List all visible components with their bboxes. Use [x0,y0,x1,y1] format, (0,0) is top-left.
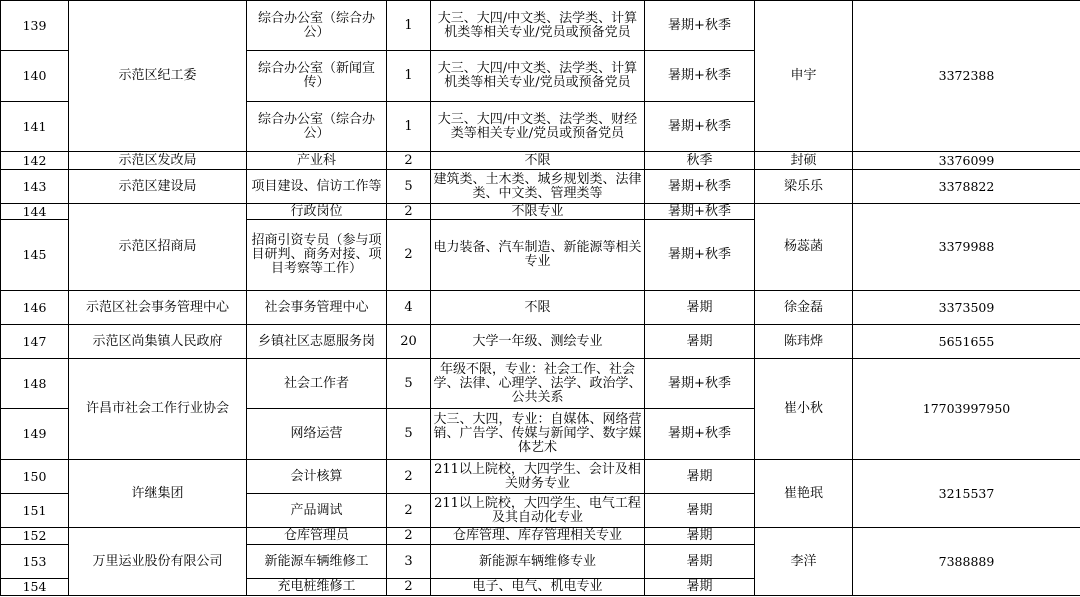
table-row [1,359,1080,409]
contact-person: 申宇 [755,1,853,152]
post-count: 2 [387,579,431,596]
row-number: 142 [1,152,69,170]
post-name: 会计核算 [247,460,387,494]
post-count: 2 [387,528,431,545]
requirements: 年级不限，专业：社会工作、社会学、法律、心理学、法学、政治学、公共关系 [431,359,645,409]
table-row [1,1,1080,51]
period: 暑期+秋季 [645,170,755,204]
row-number: 141 [1,102,69,152]
contact-phone: 7388889 [853,528,1080,596]
table-row [1,528,1080,545]
period: 暑期 [645,460,755,494]
post-name: 新能源车辆维修工 [247,545,387,579]
requirements: 大三、大四/中文类、法学类、计算机类等相关专业/党员或预备党员 [431,51,645,102]
period: 暑期 [645,494,755,528]
contact-phone: 17703997950 [853,359,1080,460]
post-name: 综合办公室（综合办公） [247,1,387,51]
row-number: 145 [1,220,69,291]
period: 暑期 [645,579,755,596]
post-name: 仓库管理员 [247,528,387,545]
contact-phone: 5651655 [853,325,1080,359]
row-number: 150 [1,460,69,494]
contact-phone: 3215537 [853,460,1080,528]
unit-name: 示范区尚集镇人民政府 [69,325,247,359]
requirements: 大三、大四，专业：自媒体、网络营销、广告学、传媒与新闻学、数字媒体艺术 [431,409,645,460]
requirements: 不限专业 [431,204,645,220]
row-number: 151 [1,494,69,528]
period: 暑期+秋季 [645,359,755,409]
requirements: 大三、大四/中文类、法学类、计算机类等相关专业/党员或预备党员 [431,1,645,51]
requirements: 电子、电气、机电专业 [431,579,645,596]
contact-phone: 3379988 [853,204,1080,291]
table-row [1,291,1080,325]
post-name: 综合办公室（新闻宣传） [247,51,387,102]
post-count: 2 [387,220,431,291]
requirements: 大学一年级、测绘专业 [431,325,645,359]
unit-name: 示范区社会事务管理中心 [69,291,247,325]
post-count: 1 [387,102,431,152]
row-number: 140 [1,51,69,102]
post-count: 2 [387,494,431,528]
period: 暑期 [645,528,755,545]
unit-name: 示范区发改局 [69,152,247,170]
row-number: 147 [1,325,69,359]
unit-name: 许昌市社会工作行业协会 [69,359,247,460]
row-number: 152 [1,528,69,545]
table-row [1,204,1080,220]
post-name: 综合办公室（综合办公） [247,102,387,152]
contact-person: 陈玮烨 [755,325,853,359]
post-count: 20 [387,325,431,359]
requirements: 电力装备、汽车制造、新能源等相关专业 [431,220,645,291]
period: 暑期 [645,545,755,579]
contact-phone: 3372388 [853,1,1080,152]
post-count: 2 [387,152,431,170]
post-count: 2 [387,204,431,220]
row-number: 144 [1,204,69,220]
post-name: 招商引资专员（参与项目研判、商务对接、项目考察等工作） [247,220,387,291]
contact-phone: 3373509 [853,291,1080,325]
contact-person: 崔艳珉 [755,460,853,528]
post-count: 5 [387,409,431,460]
period: 暑期+秋季 [645,204,755,220]
unit-name: 示范区纪工委 [69,1,247,152]
period: 暑期+秋季 [645,51,755,102]
row-number: 146 [1,291,69,325]
unit-name: 示范区建设局 [69,170,247,204]
post-name: 项目建设、信访工作等 [247,170,387,204]
requirements: 不限 [431,291,645,325]
contact-person: 杨蕊菡 [755,204,853,291]
post-name: 乡镇社区志愿服务岗 [247,325,387,359]
period: 暑期+秋季 [645,409,755,460]
post-name: 行政岗位 [247,204,387,220]
contact-phone: 3376099 [853,152,1080,170]
table-row [1,460,1080,494]
post-name: 社会事务管理中心 [247,291,387,325]
post-count: 2 [387,460,431,494]
contact-phone: 3378822 [853,170,1080,204]
post-name: 产品调试 [247,494,387,528]
unit-name: 示范区招商局 [69,204,247,291]
post-count: 5 [387,359,431,409]
post-count: 4 [387,291,431,325]
row-number: 143 [1,170,69,204]
post-name: 网络运营 [247,409,387,460]
post-count: 5 [387,170,431,204]
table-row [1,325,1080,359]
post-count: 1 [387,1,431,51]
period: 暑期+秋季 [645,102,755,152]
period: 暑期 [645,325,755,359]
post-name: 社会工作者 [247,359,387,409]
contact-person: 徐金磊 [755,291,853,325]
period: 秋季 [645,152,755,170]
contact-person: 崔小秋 [755,359,853,460]
unit-name: 许继集团 [69,460,247,528]
period: 暑期+秋季 [645,1,755,51]
post-count: 1 [387,51,431,102]
unit-name: 万里运业股份有限公司 [69,528,247,596]
requirements: 211以上院校，大四学生、会计及相关财务专业 [431,460,645,494]
table-row [1,152,1080,170]
requirements: 不限 [431,152,645,170]
row-number: 153 [1,545,69,579]
contact-person: 李洋 [755,528,853,596]
post-name: 产业科 [247,152,387,170]
table-row [1,170,1080,204]
post-name: 充电桩维修工 [247,579,387,596]
contact-person: 封硕 [755,152,853,170]
requirements: 仓库管理、库存管理相关专业 [431,528,645,545]
contact-person: 梁乐乐 [755,170,853,204]
row-number: 154 [1,579,69,596]
row-number: 149 [1,409,69,460]
requirements: 建筑类、土木类、城乡规划类、法律类、中文类、管理类等 [431,170,645,204]
requirements: 大三、大四/中文类、法学类、财经类等相关专业/党员或预备党员 [431,102,645,152]
requirements: 新能源车辆维修专业 [431,545,645,579]
requirements: 211以上院校，大四学生、电气工程及其自动化专业 [431,494,645,528]
row-number: 139 [1,1,69,51]
period: 暑期+秋季 [645,220,755,291]
period: 暑期 [645,291,755,325]
post-count: 3 [387,545,431,579]
row-number: 148 [1,359,69,409]
